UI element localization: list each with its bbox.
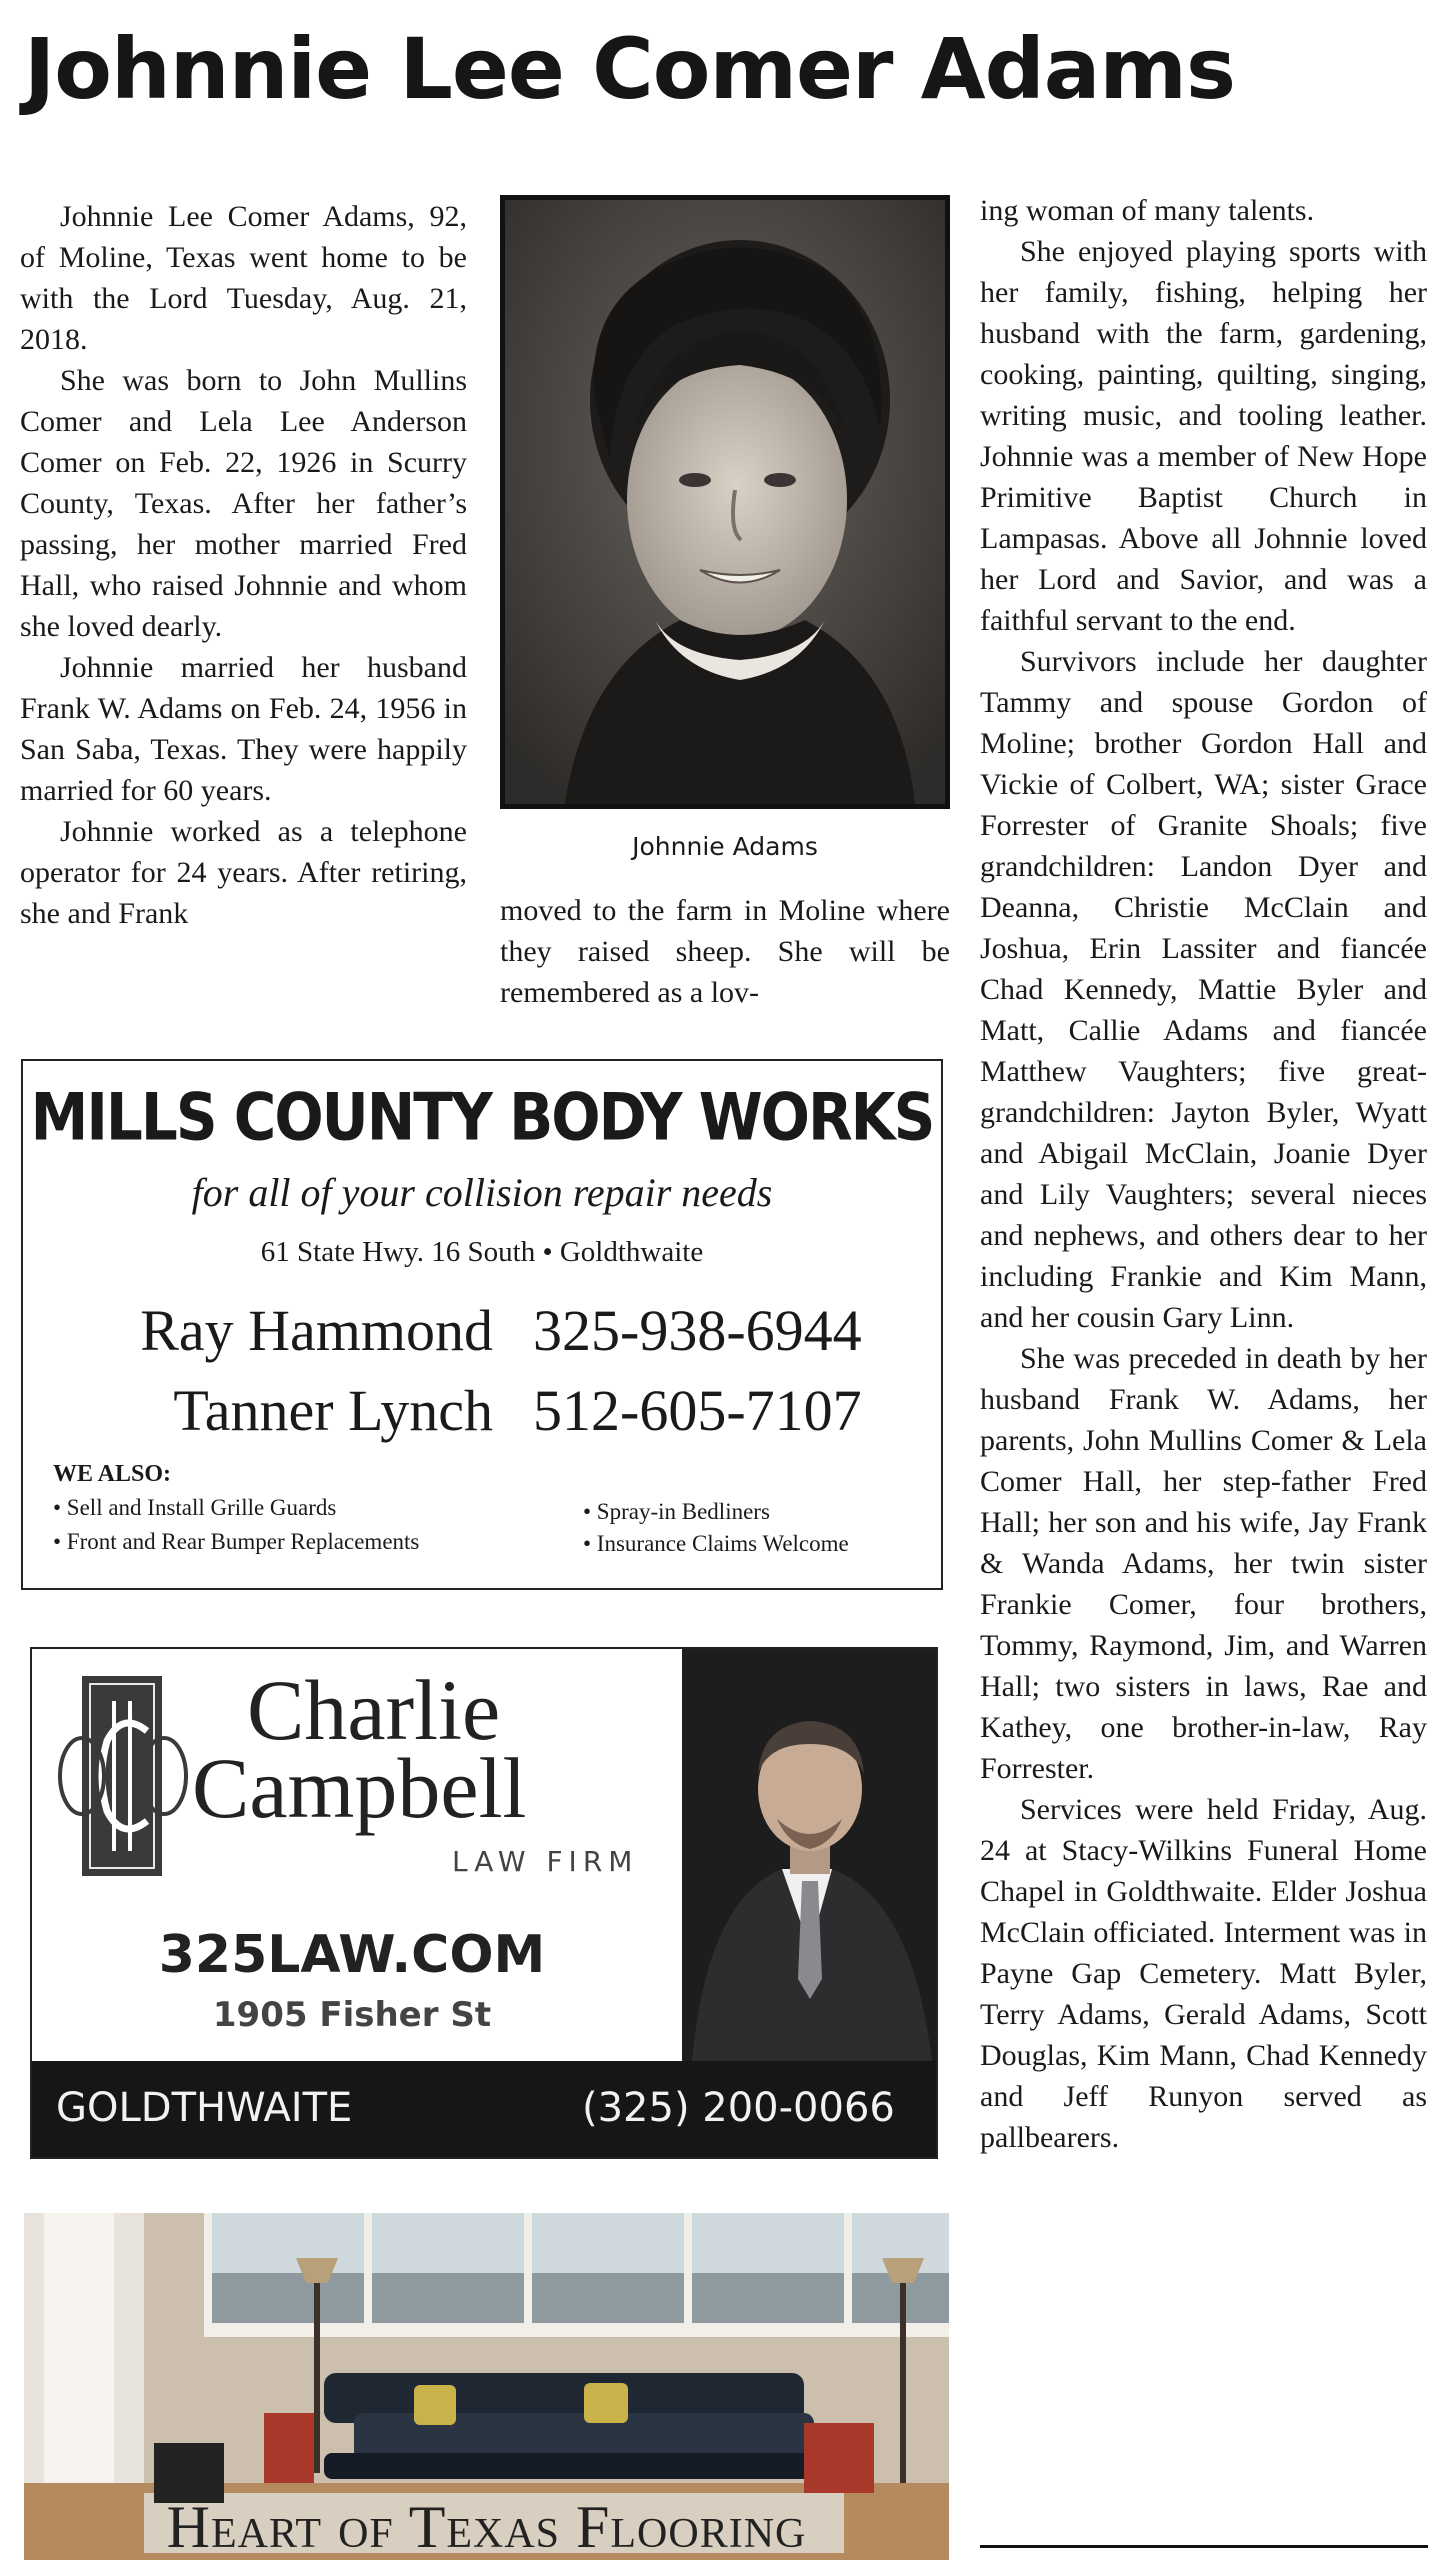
paragraph: She was preceded in death by her husband Frank W. Adams, her parents, John Mullins Comer & Lela Comer Hall, her step-father Fred Hall; her son and his wife, Jay Frank & Wanda Adams, her twin sister Frankie Comer, four brothers, Tommy, Raymond, Jim, and Warren Hall; two sisters in laws, Rae and Kathey, one brother-in-law, Ray Forrester.: [980, 1342, 1427, 1785]
attorney-photo: [682, 1649, 938, 2061]
paragraph: Services were held Friday, Aug. 24 at Stacy-Wilkins Funeral Home Chapel in Goldthwaite. Elder Joshua McClain officiated. Interment was in Payne Gap Cemetery. Matt Byler, Terry Adams, Gerald Adams, Scott Douglas, Kim Mann, Chad Kennedy and Jeff Runyon served as pallbearers.: [980, 1793, 1427, 2154]
service-item: • Sell and Install Grille Guards: [53, 1495, 337, 1520]
paragraph: ing woman of many talents.: [980, 194, 1315, 227]
contact-phone: 325-938-6944: [533, 1298, 862, 1363]
flooring-title: Heart of Texas Flooring: [166, 2494, 807, 2560]
flooring-ad: [24, 2213, 949, 2560]
paragraph: She was born to John Mullins Comer and Lela Lee Anderson Comer on Feb. 22, 1926 in Scurry County, Texas. After her father’s passing, her mother married Fred Hall, who raised Johnnie and whom she loved dearly.: [20, 364, 467, 643]
ad-address: 61 State Hwy. 16 South • Goldthwaite: [260, 1236, 704, 1268]
column-end-rule: [980, 2545, 1428, 2548]
service-item: • Spray-in Bedliners: [583, 1499, 770, 1524]
contact-name: Tanner Lynch: [173, 1378, 493, 1443]
firm-name-line-1: Charlie: [247, 1662, 501, 1758]
firm-name-line-2: Campbell: [192, 1740, 527, 1836]
firm-subtitle: LAW FIRM: [452, 1845, 639, 1878]
firm-address: 1905 Fisher St: [212, 1995, 492, 2035]
law-firm-ad: [30, 1647, 938, 2159]
ad-title: MILLS COUNTY BODY WORKS: [30, 1078, 934, 1156]
photo-caption: Johnnie Adams: [632, 832, 818, 861]
paragraph: She enjoyed playing sports with her family, fishing, helping her husband with the farm, gardening, cooking, painting, quilting, singing, writing music, and tooling leather. Johnnie was a member of New Hope Primitive Baptist Church in Lampasas. Above all Johnnie loved her Lord and Savior, and was a faithful servant to the end.: [980, 235, 1427, 637]
law-firm-logo: [52, 1671, 192, 1881]
ad-tagline: for all of your collision repair needs: [191, 1170, 773, 1215]
obituary-headline: Johnnie Lee Comer Adams: [24, 20, 1235, 118]
obituary-column-1: [20, 196, 467, 934]
contact-name: Ray Hammond: [140, 1298, 493, 1363]
obituary-column-3: [980, 190, 1427, 2158]
contact-phone: 512-605-7107: [533, 1378, 862, 1443]
firm-website: 325LAW.COM: [158, 1925, 546, 1985]
portrait-illustration: [505, 200, 945, 804]
paragraph: Johnnie married her husband Frank W. Adams on Feb. 24, 1956 in San Saba, Texas. They were happily married for 60 years.: [20, 651, 467, 807]
paragraph: Survivors include her daughter Tammy and spouse Gordon of Moline; brother Gordon Hall and Vickie of Colbert, WA; sister Grace Forrester of Granite Shoals; five grandchildren: Landon Dyer and Deanna, Christie McClain and Joshua, Erin Lassiter and fiancée Chad Kennedy, Mattie Byler and Matt, Callie Adams and fiancée Matthew Vaughters; five great-grandchildren: Jayton Byler, Wyatt and Abigail McClain, Joanie Dyer and Lily Vaughters; several nieces and nephews, and others dear to her including Frankie and Kim Mann, and her cousin Gary Linn.: [980, 645, 1427, 1334]
paragraph: Johnnie worked as a telephone operator for 24 years. After retiring, she and Frank: [20, 815, 467, 930]
services-label: WE ALSO:: [53, 1461, 172, 1487]
portrait-photo: [500, 195, 950, 809]
obituary-column-2: [500, 890, 950, 1013]
service-item: • Insurance Claims Welcome: [583, 1531, 849, 1556]
service-item: • Front and Rear Bumper Replacements: [53, 1529, 420, 1554]
paragraph: Johnnie Lee Comer Adams, 92, of Moline, Texas went home to be with the Lord Tuesday, Aug. 21, 2018.: [20, 200, 467, 356]
firm-phone: (325) 200-0066: [582, 2085, 895, 2131]
paragraph: moved to the farm in Moline where they raised sheep. She will be remembered as a lov-: [500, 894, 950, 1009]
firm-city: GOLDTHWAITE: [56, 2085, 353, 2131]
body-works-ad: [21, 1059, 943, 1590]
